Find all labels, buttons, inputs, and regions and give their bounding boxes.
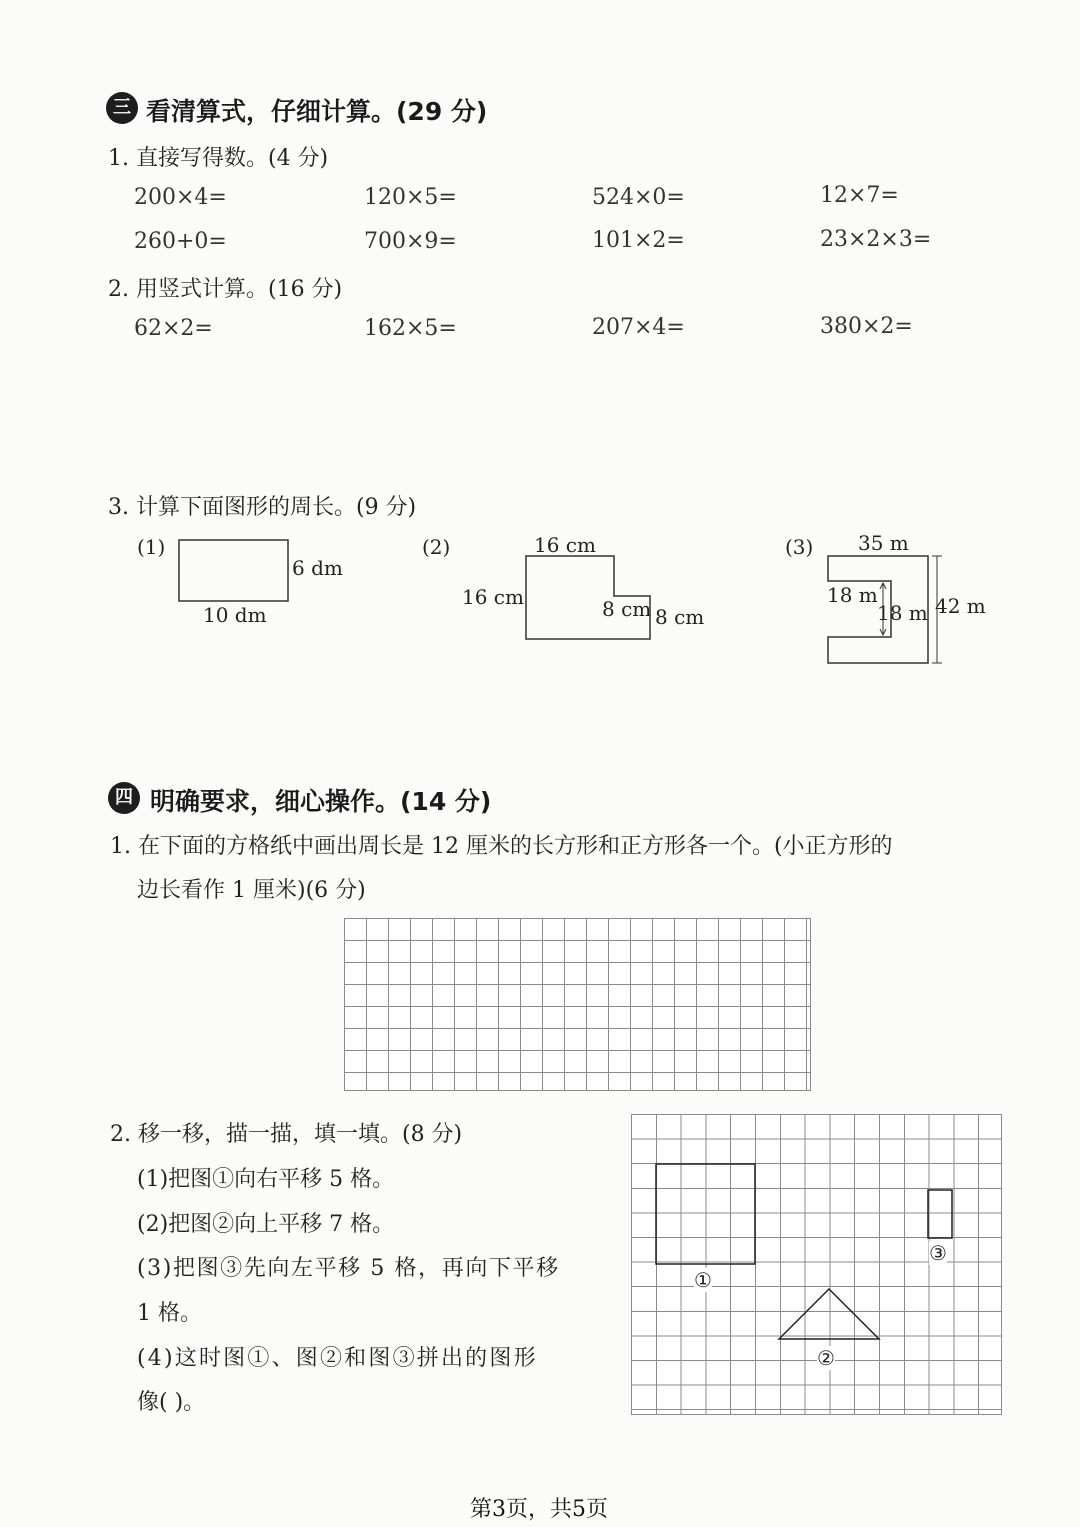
shape-3-rectangle — [928, 1190, 952, 1238]
q3-title: 3. 计算下面图形的周长。(9 分) — [108, 495, 417, 520]
equation: 200×4= — [134, 185, 227, 210]
s4-q1-line2: 边长看作 1 厘米)(6 分) — [137, 878, 366, 903]
figure-2-inner-label: 8 cm — [602, 597, 652, 621]
figure-3-number: (3) — [785, 535, 814, 559]
q2-title: 2. 用竖式计算。(16 分) — [108, 277, 343, 302]
shape-1-square — [656, 1164, 755, 1264]
translation-shapes — [631, 1114, 1003, 1416]
figure-1-bottom-label: 10 dm — [203, 603, 267, 627]
figure-2-top-label: 16 cm — [534, 533, 596, 557]
figure-3-inner-left-label: 18 m — [827, 583, 878, 607]
figure-2-left-label: 16 cm — [462, 585, 524, 609]
s4-q2-step2: (2)把图②向上平移 7 格。 — [137, 1212, 395, 1237]
s4-q1-line1: 1. 在下面的方格纸中画出周长是 12 厘米的长方形和正方形各一个。(小正方形的 — [110, 834, 893, 859]
s4-q2-step1: (1)把图①向右平移 5 格。 — [137, 1167, 395, 1192]
page-number: 第3页，共5页 — [470, 1497, 608, 1522]
equation: 700×9= — [364, 229, 457, 254]
equation: 101×2= — [592, 228, 685, 253]
shape-1-label: ① — [694, 1268, 712, 1292]
s4-q2-step4-line1: (4)这时图①、图②和图③拼出的图形 — [137, 1346, 538, 1371]
equation: 23×2×3= — [820, 227, 932, 252]
figure-1-rectangle — [176, 537, 292, 603]
grid-paper-drawing-area[interactable] — [344, 918, 811, 1091]
equation: 207×4= — [592, 315, 685, 340]
section-4-title: 明确要求，细心操作。(14 分) — [150, 787, 492, 816]
section-3-badge: 三 — [106, 92, 138, 124]
figure-3-inner-gap-label: 18 m — [877, 601, 928, 625]
figure-2-number: (2) — [422, 535, 451, 559]
equation: 120×5= — [364, 185, 457, 210]
equation: 260+0= — [134, 229, 227, 254]
s4-q2-title: 2. 移一移，描一描，填一填。(8 分) — [110, 1122, 463, 1147]
s4-q2-step3-line1: (3)把图③先向左平移 5 格，再向下平移 — [137, 1256, 560, 1281]
q1-title: 1. 直接写得数。(4 分) — [108, 146, 329, 171]
s4-q2-step3-line2: 1 格。 — [137, 1301, 202, 1326]
section-3-title: 看清算式，仔细计算。(29 分) — [146, 97, 488, 126]
equation: 12×7= — [820, 183, 899, 208]
equation: 162×5= — [364, 316, 457, 341]
figure-1-number: (1) — [137, 535, 166, 559]
figure-2-right-label: 8 cm — [655, 605, 705, 629]
figure-3-height-label: 42 m — [935, 594, 986, 618]
shape-2-triangle — [779, 1289, 879, 1339]
equation: 62×2= — [134, 316, 213, 341]
figure-1-side-label: 6 dm — [292, 556, 343, 580]
s4-q2-step4-line2: 像( )。 — [137, 1390, 206, 1415]
shape-3-label: ③ — [929, 1241, 947, 1265]
section-4-badge: 四 — [108, 782, 140, 814]
equation: 380×2= — [820, 314, 913, 339]
equation: 524×0= — [592, 185, 685, 210]
shape-2-label: ② — [817, 1346, 835, 1370]
figure-3-top-label: 35 m — [858, 531, 909, 555]
